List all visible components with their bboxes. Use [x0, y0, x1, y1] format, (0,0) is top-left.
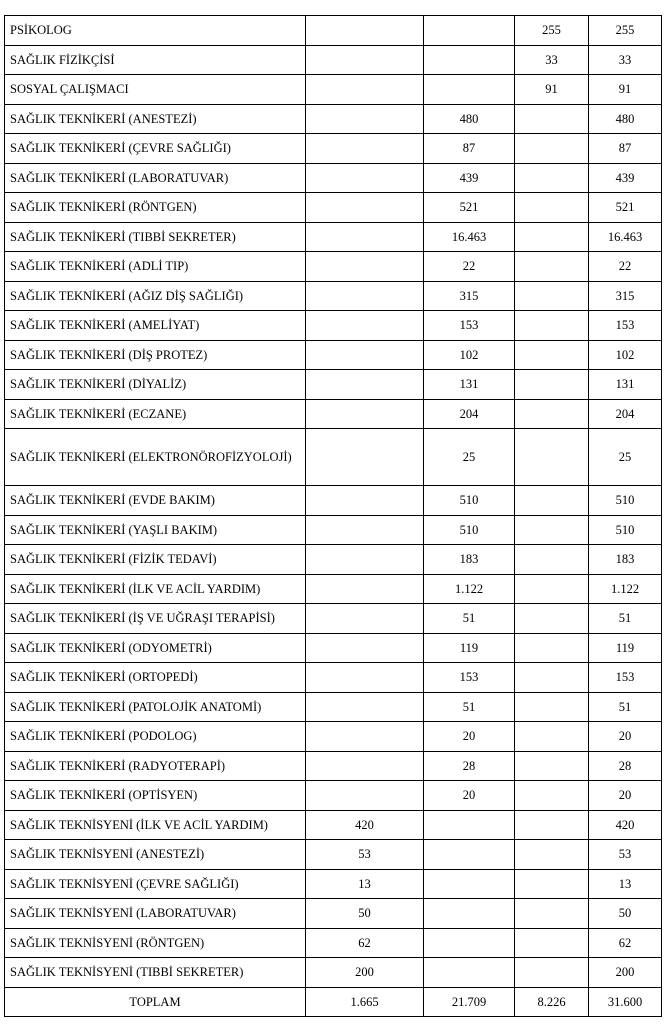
row-title: SAĞLIK TEKNİKERİ (ANESTEZİ): [5, 104, 306, 134]
row-title: SAĞLIK TEKNİKERİ (FİZİK TEDAVİ): [5, 545, 306, 575]
table-row: [5, 252, 662, 282]
cell-col3: 91: [515, 75, 589, 105]
table-row: [5, 604, 662, 634]
cell-col1: [306, 16, 424, 46]
table-row: [5, 633, 662, 663]
table-row: [5, 840, 662, 870]
total-grand: 31.600: [589, 987, 662, 1017]
total-col2: 21.709: [424, 987, 515, 1017]
cell-total: 87: [589, 134, 662, 164]
cell-col2: 510: [424, 486, 515, 516]
row-title: SAĞLIK TEKNİKERİ (DİŞ PROTEZ): [5, 340, 306, 370]
table-row: [5, 574, 662, 604]
cell-col1: 53: [306, 840, 424, 870]
cell-total: 25: [589, 429, 662, 486]
table-row: [5, 429, 662, 486]
row-title: SAĞLIK TEKNİKERİ (AMELİYAT): [5, 311, 306, 341]
cell-total: 183: [589, 545, 662, 575]
cell-col2: 439: [424, 163, 515, 193]
cell-col3: [515, 515, 589, 545]
cell-total: 153: [589, 311, 662, 341]
cell-col1: 13: [306, 869, 424, 899]
cell-col3: [515, 928, 589, 958]
cell-total: 20: [589, 722, 662, 752]
row-title: SAĞLIK TEKNİKERİ (ORTOPEDİ): [5, 663, 306, 693]
cell-col3: [515, 781, 589, 811]
table-row: [5, 370, 662, 400]
cell-total: 51: [589, 604, 662, 634]
table-row: [5, 722, 662, 752]
cell-total: 510: [589, 486, 662, 516]
total-col1: 1.665: [306, 987, 424, 1017]
row-title: SAĞLIK FİZİKÇİSİ: [5, 45, 306, 75]
cell-col2: [424, 958, 515, 988]
table-row: [5, 928, 662, 958]
cell-total: 102: [589, 340, 662, 370]
cell-col1: 200: [306, 958, 424, 988]
cell-col3: [515, 134, 589, 164]
cell-col1: [306, 515, 424, 545]
table-row: [5, 399, 662, 429]
row-title: SAĞLIK TEKNİKERİ (TIBBİ SEKRETER): [5, 222, 306, 252]
cell-col1: 62: [306, 928, 424, 958]
row-title: SAĞLIK TEKNİSYENİ (İLK VE ACİL YARDIM): [5, 810, 306, 840]
table-row: [5, 899, 662, 929]
cell-col2: 16.463: [424, 222, 515, 252]
row-title: SAĞLIK TEKNİKERİ (AĞIZ DİŞ SAĞLIĞI): [5, 281, 306, 311]
table-row: [5, 751, 662, 781]
cell-col3: [515, 633, 589, 663]
cell-col3: [515, 399, 589, 429]
table-row: [5, 692, 662, 722]
cell-col1: [306, 663, 424, 693]
cell-total: 200: [589, 958, 662, 988]
table-row: [5, 810, 662, 840]
cell-col2: [424, 928, 515, 958]
row-title: SAĞLIK TEKNİKERİ (PATOLOJİK ANATOMİ): [5, 692, 306, 722]
row-title: SAĞLIK TEKNİKERİ (PODOLOG): [5, 722, 306, 752]
cell-col1: [306, 134, 424, 164]
table-row: [5, 16, 662, 46]
cell-total: 119: [589, 633, 662, 663]
table-row: [5, 486, 662, 516]
cell-col2: [424, 45, 515, 75]
cell-total: 204: [589, 399, 662, 429]
cell-col2: 183: [424, 545, 515, 575]
table-row: [5, 134, 662, 164]
table-row: [5, 663, 662, 693]
row-title: SAĞLIK TEKNİKERİ (RADYOTERAPİ): [5, 751, 306, 781]
cell-col3: [515, 810, 589, 840]
cell-col1: [306, 370, 424, 400]
cell-col3: [515, 692, 589, 722]
row-title: SAĞLIK TEKNİKERİ (ODYOMETRİ): [5, 633, 306, 663]
cell-col2: 102: [424, 340, 515, 370]
table-row: [5, 104, 662, 134]
cell-total: 521: [589, 193, 662, 223]
row-title: SAĞLIK TEKNİSYENİ (ÇEVRE SAĞLIĞI): [5, 869, 306, 899]
cell-col3: [515, 751, 589, 781]
table-row: [5, 45, 662, 75]
cell-col2: [424, 840, 515, 870]
cell-col3: [515, 722, 589, 752]
cell-col1: [306, 574, 424, 604]
row-title: SAĞLIK TEKNİSYENİ (LABORATUVAR): [5, 899, 306, 929]
cell-col3: 33: [515, 45, 589, 75]
cell-col3: [515, 574, 589, 604]
cell-col2: 20: [424, 781, 515, 811]
cell-col3: [515, 281, 589, 311]
cell-total: 153: [589, 663, 662, 693]
cell-total: 50: [589, 899, 662, 929]
cell-col1: [306, 45, 424, 75]
row-title: SAĞLIK TEKNİKERİ (İLK VE ACİL YARDIM): [5, 574, 306, 604]
cell-col2: 25: [424, 429, 515, 486]
cell-total: 62: [589, 928, 662, 958]
cell-col2: [424, 899, 515, 929]
cell-col3: [515, 252, 589, 282]
cell-col3: [515, 604, 589, 634]
cell-total: 33: [589, 45, 662, 75]
cell-total: 28: [589, 751, 662, 781]
table-row: [5, 515, 662, 545]
cell-total: 315: [589, 281, 662, 311]
cell-col2: 51: [424, 692, 515, 722]
cell-total: 255: [589, 16, 662, 46]
cell-col2: 153: [424, 311, 515, 341]
cell-col3: [515, 340, 589, 370]
cell-col1: [306, 781, 424, 811]
cell-col1: 420: [306, 810, 424, 840]
cell-col2: 87: [424, 134, 515, 164]
cell-col1: [306, 75, 424, 105]
cell-total: 51: [589, 692, 662, 722]
cell-col2: 204: [424, 399, 515, 429]
cell-col1: [306, 751, 424, 781]
row-title: SAĞLIK TEKNİKERİ (ADLİ TIP): [5, 252, 306, 282]
table-body: [5, 16, 662, 1017]
cell-total: 480: [589, 104, 662, 134]
total-col3: 8.226: [515, 987, 589, 1017]
cell-col3: [515, 193, 589, 223]
cell-col2: 480: [424, 104, 515, 134]
row-title: SOSYAL ÇALIŞMACI: [5, 75, 306, 105]
cell-total: 510: [589, 515, 662, 545]
cell-col1: [306, 604, 424, 634]
cell-col3: [515, 311, 589, 341]
table-row: [5, 75, 662, 105]
row-title: SAĞLIK TEKNİKERİ (YAŞLI BAKIM): [5, 515, 306, 545]
cell-col1: [306, 545, 424, 575]
row-title: SAĞLIK TEKNİKERİ (DİYALİZ): [5, 370, 306, 400]
cell-total: 20: [589, 781, 662, 811]
cell-col3: [515, 663, 589, 693]
cell-total: 420: [589, 810, 662, 840]
cell-col1: [306, 722, 424, 752]
cell-total: 91: [589, 75, 662, 105]
cell-col1: [306, 429, 424, 486]
cell-col3: [515, 429, 589, 486]
cell-col2: 131: [424, 370, 515, 400]
cell-col2: 315: [424, 281, 515, 311]
row-title: SAĞLIK TEKNİKERİ (ECZANE): [5, 399, 306, 429]
cell-col3: [515, 370, 589, 400]
row-title: PSİKOLOG: [5, 16, 306, 46]
cell-col3: [515, 104, 589, 134]
cell-col3: [515, 222, 589, 252]
row-title: SAĞLIK TEKNİSYENİ (TIBBİ SEKRETER): [5, 958, 306, 988]
cell-col2: 1.122: [424, 574, 515, 604]
total-label: TOPLAM: [5, 987, 306, 1017]
cell-col3: [515, 899, 589, 929]
cell-col2: 22: [424, 252, 515, 282]
cell-col2: [424, 16, 515, 46]
cell-col2: 521: [424, 193, 515, 223]
cell-total: 22: [589, 252, 662, 282]
cell-col3: [515, 869, 589, 899]
cell-col2: 153: [424, 663, 515, 693]
cell-col2: 20: [424, 722, 515, 752]
table-row: [5, 222, 662, 252]
cell-col1: [306, 692, 424, 722]
cell-col1: [306, 222, 424, 252]
cell-col3: [515, 840, 589, 870]
row-title: SAĞLIK TEKNİSYENİ (RÖNTGEN): [5, 928, 306, 958]
table-row: [5, 281, 662, 311]
table-row: [5, 545, 662, 575]
table-row: [5, 958, 662, 988]
row-title: SAĞLIK TEKNİKERİ (ELEKTRONÖROFİZYOLOJİ): [5, 429, 306, 486]
cell-total: 13: [589, 869, 662, 899]
table-row: [5, 193, 662, 223]
table-row: [5, 869, 662, 899]
cell-col3: [515, 545, 589, 575]
cell-col2: [424, 869, 515, 899]
cell-col1: 50: [306, 899, 424, 929]
row-title: SAĞLIK TEKNİSYENİ (ANESTEZİ): [5, 840, 306, 870]
cell-col2: 51: [424, 604, 515, 634]
cell-col1: [306, 633, 424, 663]
cell-col1: [306, 104, 424, 134]
row-title: SAĞLIK TEKNİKERİ (ÇEVRE SAĞLIĞI): [5, 134, 306, 164]
cell-col1: [306, 311, 424, 341]
cell-col1: [306, 281, 424, 311]
staff-table: [4, 15, 662, 1017]
row-title: SAĞLIK TEKNİKERİ (OPTİSYEN): [5, 781, 306, 811]
cell-col2: [424, 810, 515, 840]
total-row: [5, 987, 662, 1017]
cell-col1: [306, 193, 424, 223]
cell-col2: 28: [424, 751, 515, 781]
cell-col3: [515, 486, 589, 516]
table-row: [5, 163, 662, 193]
cell-col2: [424, 75, 515, 105]
cell-total: 1.122: [589, 574, 662, 604]
row-title: SAĞLIK TEKNİKERİ (EVDE BAKIM): [5, 486, 306, 516]
cell-col2: 510: [424, 515, 515, 545]
row-title: SAĞLIK TEKNİKERİ (LABORATUVAR): [5, 163, 306, 193]
cell-col3: [515, 958, 589, 988]
cell-col2: 119: [424, 633, 515, 663]
cell-col3: 255: [515, 16, 589, 46]
cell-total: 16.463: [589, 222, 662, 252]
row-title: SAĞLIK TEKNİKERİ (RÖNTGEN): [5, 193, 306, 223]
cell-col1: [306, 486, 424, 516]
table-row: [5, 781, 662, 811]
cell-col1: [306, 399, 424, 429]
cell-col1: [306, 252, 424, 282]
cell-total: 131: [589, 370, 662, 400]
row-title: SAĞLIK TEKNİKERİ (İŞ VE UĞRAŞI TERAPİSİ): [5, 604, 306, 634]
cell-col1: [306, 340, 424, 370]
table-row: [5, 311, 662, 341]
cell-col3: [515, 163, 589, 193]
table-row: [5, 340, 662, 370]
cell-col1: [306, 163, 424, 193]
cell-total: 53: [589, 840, 662, 870]
cell-total: 439: [589, 163, 662, 193]
